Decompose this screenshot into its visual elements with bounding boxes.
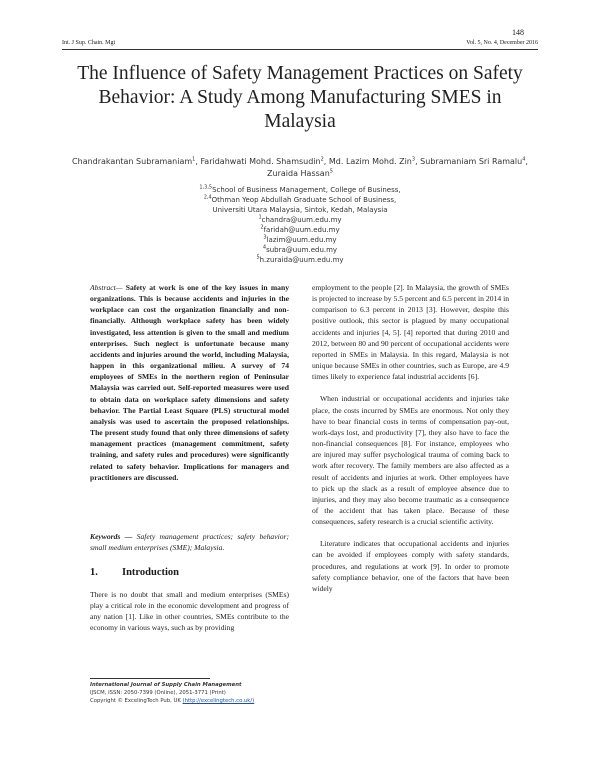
author-name: Md. Lazim Mohd. Zin — [328, 157, 412, 166]
footer-rule — [90, 678, 210, 679]
section-number: 1. — [90, 567, 98, 578]
intro-paragraph: There is no doubt that small and medium enterprises (SMEs) play a critical role in the economic development and progress of any nation [1]. Like in other countries, SMEs contribute to the economy in various ways, such as by providing — [90, 590, 289, 633]
email-link[interactable]: $^1$chandra@uum.edu.my — [258, 214, 342, 224]
author-name: Faridahwati Mohd. Shamsudin — [200, 157, 321, 166]
header-rule — [62, 49, 538, 50]
abstract-label: Abstract — [90, 283, 116, 292]
author-name: Subramaniam Sri Ramalu — [420, 157, 523, 166]
journal-footer — [90, 681, 254, 705]
affiliation-line: Universiti Utara Malaysia, Sintok, Kedah, Malaysia — [212, 206, 388, 214]
body-paragraph: When industrial or occupational accidents and injuries take place, the costs incurred by SMEs are enormous. Not only they have to bear financial costs in terms of compensation pay-out, work-days lost, and productivity [7], they also have to face the non-financial consequences [8]. For instance, employees who are injured may suffer psychological trauma of coming back to work after recovery. The family members are also affected as a result of accidents and injuries at work. Other employees have to pick up the slack as a result of employee absence due to injuries, and they may also become traumatic as a consequence of the accident that has taken place. Because of these consequences, safety research is a crucial scientific activity. — [312, 394, 509, 527]
footer-journal-name: International Journal of Supply Chain Management — [90, 682, 242, 688]
email-link[interactable]: $^5$h.zuraida@uum.edu.my — [256, 254, 344, 264]
section-title: Introduction — [122, 567, 179, 578]
footer-issn: IJSCM, ISSN: 2050-7399 (Online), 2051-3771 (Print) — [90, 690, 226, 696]
body-paragraph: Literature indicates that occupational accidents and injuries can be avoided if employees comply with safety standards, procedures, and regulations at work [9]. In order to promote safety compliance behavior, one of the factors that have been widely — [312, 539, 509, 593]
keywords: Keywords — Safety management practices; safety behavior; small medium enterprises (SME); Malaysia. — [90, 532, 289, 553]
affiliations: $^{1,3,5}$School of Business Management, College of Business, $^{2,4}$Othman Yeop Abdullah Graduate School of Business, Universiti Utara Malaysia, Sintok, Kedah, Malaysia $^1$chandra@uum.edu.my $^2$faridah@uum.edu.my $^3$lazim@uum.edu.my $^4$subra@uum.edu.my $^5$h.zuraida@uum.edu.my — [140, 185, 460, 265]
running-header-journal: Int. J Sup. Chain. Mgt — [62, 40, 116, 46]
footer-url-link[interactable]: (http://excelingtech.co.uk/) — [182, 698, 255, 704]
running-header-volume: Vol. 5, No. 4, December 2016 — [466, 40, 538, 46]
footer-copyright: Copyright © ExcelingTech Pub, UK — [90, 698, 181, 704]
author-name: Chandrakantan Subramaniam — [72, 157, 193, 166]
abstract-text: Safety at work is one of the key issues in many organizations. This is because accidents and injuries in the workplace can cost the organization financially and non-financially. Although workplace safety has been widely investigated, less attention is given to the small and medium enterprises. Such neglect is unfortunate because many accidents and injuries around the world, including Malaysia, happen in this organizational milieu. A survey of 74 employees of SMEs in the northern region of Peninsular Malaysia was carried out. Self-reported measures were used to obtain data on workplace safety dimensions and safety behavior. The Partial Least Square (PLS) structural model analysis was used to ascertain the proposed relationships. The present study found that only three dimensions of safety management practices (management commitment, safety training, and safety rules and procedures) were significantly related to safety behavior. Implications for managers and practitioners are discussed. — [90, 283, 289, 482]
paper-title: The Influence of Safety Management Practices on Safety Behavior: A Study Among Manufacturing SMES in Malaysia — [77, 63, 523, 132]
affiliation-line: Othman Yeop Abdullah Graduate School of Business, — [211, 196, 397, 204]
page-number: 148 — [512, 28, 524, 37]
abstract: Abstract— Safety at work is one of the key issues in many organizations. This is because accidents and injuries in the workplace can cost the organization financially and non-financially. Although workplace safety has been widely investigated, less attention is given to the small and medium enterprises. Such neglect is unfortunate because many accidents and injuries around the world, including Malaysia, happen in this organizational milieu. A survey of 74 employees of SMEs in the northern region of Peninsular Malaysia was carried out. Self-reported measures were used to obtain data on workplace safety dimensions and safety behavior. The Partial Least Square (PLS) structural model analysis was used to ascertain the proposed relationships. The present study found that only three dimensions of safety management practices (management commitment, safety training, and safety rules and procedures) were significantly related to safety behavior. Implications for managers and practitioners are discussed. — [90, 283, 289, 482]
affiliation-line: School of Business Management, College of Business, — [212, 186, 401, 194]
author-name: Zuraida Hassan — [267, 169, 330, 178]
section-heading-introduction — [90, 567, 179, 578]
email-link[interactable]: $^2$faridah@uum.edu.my — [260, 224, 340, 234]
keywords-text: Safety management practices; safety behavior; small medium enterprises (SME); Malaysia. — [90, 532, 289, 553]
email-link[interactable]: $^3$lazim@uum.edu.my — [263, 234, 337, 244]
right-column — [312, 282, 509, 605]
author-list: Chandrakantan Subramaniam$^1$, Faridahwati Mohd. Shamsudin$^2$, Md. Lazim Mohd. Zin$^3$, Subramaniam Sri Ramalu$^4$, Zuraida Hassan$^5$ — [72, 156, 528, 178]
email-link[interactable]: $^4$subra@uum.edu.my — [262, 244, 338, 254]
keywords-label: Keywords — [90, 532, 121, 541]
body-paragraph: employment to the people [2]. In Malaysia, the growth of SMEs is projected to increase by 5.5 percent and 6.5 percent in 2014 in comparison to 6.3 percent in 2013 [3]. However, despite this positive outlook, this sector is plagued by many occupational accidents and injuries [4, 5]. [4] reported that during 2010 and 2012, between 80 and 90 percent of occupational accidents were reported in SMEs in Malaysia. In this regard, Malaysia is not unique because SMEs in other countries, such as Europe, are 4.9 times likely to experience fatal industrial accidents [6]. — [312, 283, 509, 382]
